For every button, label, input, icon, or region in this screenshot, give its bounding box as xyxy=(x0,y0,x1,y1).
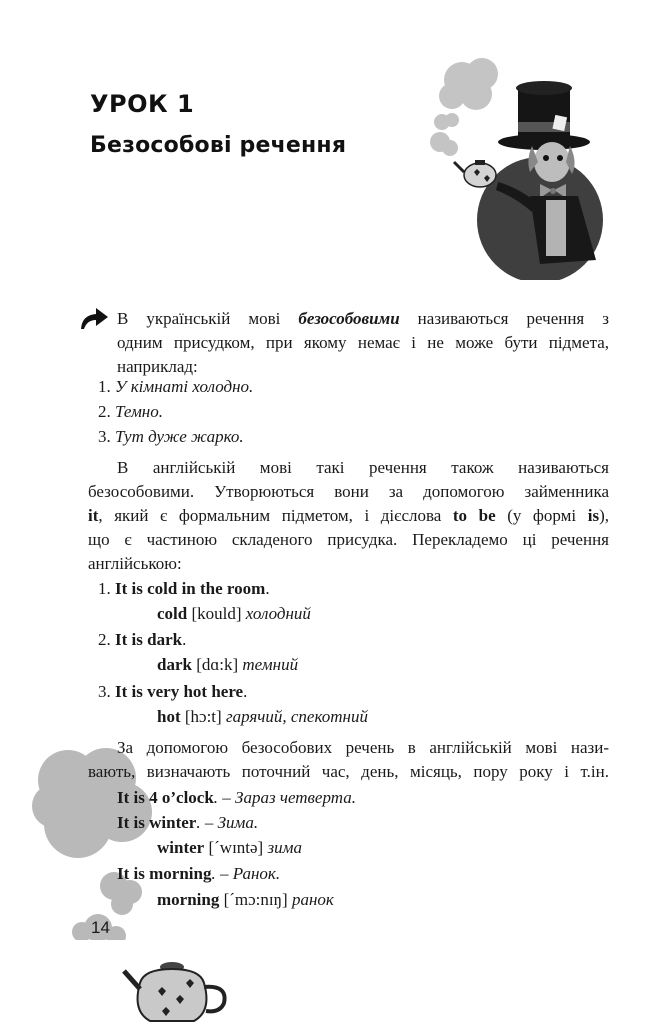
ua-example-1: 1. У кімнаті холодно. xyxy=(98,377,254,396)
english-para-line-2: безособовими. Утворюються вони за допомогою займенника xyxy=(88,482,609,501)
time-example-1: It is 4 o’clock. – Зараз четверта. xyxy=(117,788,356,807)
mad-hatter-illustration xyxy=(420,50,620,280)
ua-example-2: 2. Темно. xyxy=(98,402,163,421)
intro-line-1: В українській мові безособовими називаються речення з xyxy=(117,309,609,328)
vocab-entry-cold: cold [kould] холодний xyxy=(157,604,311,623)
english-para-line-3: it, який є формальним підметом, і дієслова to be (у формі is), xyxy=(88,506,609,525)
time-para-line-1: За допомогою безособових речень в англійській мові нази- xyxy=(117,738,609,757)
ua-example-3: 3. Тут дуже жарко. xyxy=(98,427,244,446)
intro-line-2: одним присудком, при якому немає і не може бути підмета, xyxy=(117,333,609,352)
english-para-line-1: В англійській мові такі речення також називаються xyxy=(117,458,609,477)
page-number: 14 xyxy=(91,918,110,937)
term-impersonal: безособовими xyxy=(298,309,400,328)
en-example-2: 2. It is dark. xyxy=(98,630,187,649)
intro-line-3: наприклад: xyxy=(117,357,198,376)
lesson-number: УРОК 1 xyxy=(90,90,195,118)
arrow-icon xyxy=(78,305,110,331)
english-para-line-5: англійською: xyxy=(88,554,182,573)
time-para-line-2: вають, визначають поточний час, день, місяць, пору року і т.ін. xyxy=(88,762,609,781)
teapot-illustration xyxy=(120,955,240,1024)
vocab-entry-hot: hot [hɔ:t] гарячий, спекотний xyxy=(157,707,368,726)
en-example-1: 1. It is cold in the room. xyxy=(98,579,270,598)
time-example-2: It is winter. – Зима. xyxy=(117,813,259,832)
vocab-entry-dark: dark [dɑ:k] темний xyxy=(157,655,299,674)
en-example-3: 3. It is very hot here. xyxy=(98,682,248,701)
english-para-line-4: що є частиною складеного присудка. Перекладемо ці речення xyxy=(88,530,609,549)
lesson-title: Безособові речення xyxy=(90,133,347,158)
vocab-entry-winter: winter [´wɪntə] зима xyxy=(157,838,302,857)
vocab-entry-morning: morning [´mɔ:nɪŋ] ранок xyxy=(157,890,334,909)
time-example-3: It is morning. – Ранок. xyxy=(117,864,281,883)
